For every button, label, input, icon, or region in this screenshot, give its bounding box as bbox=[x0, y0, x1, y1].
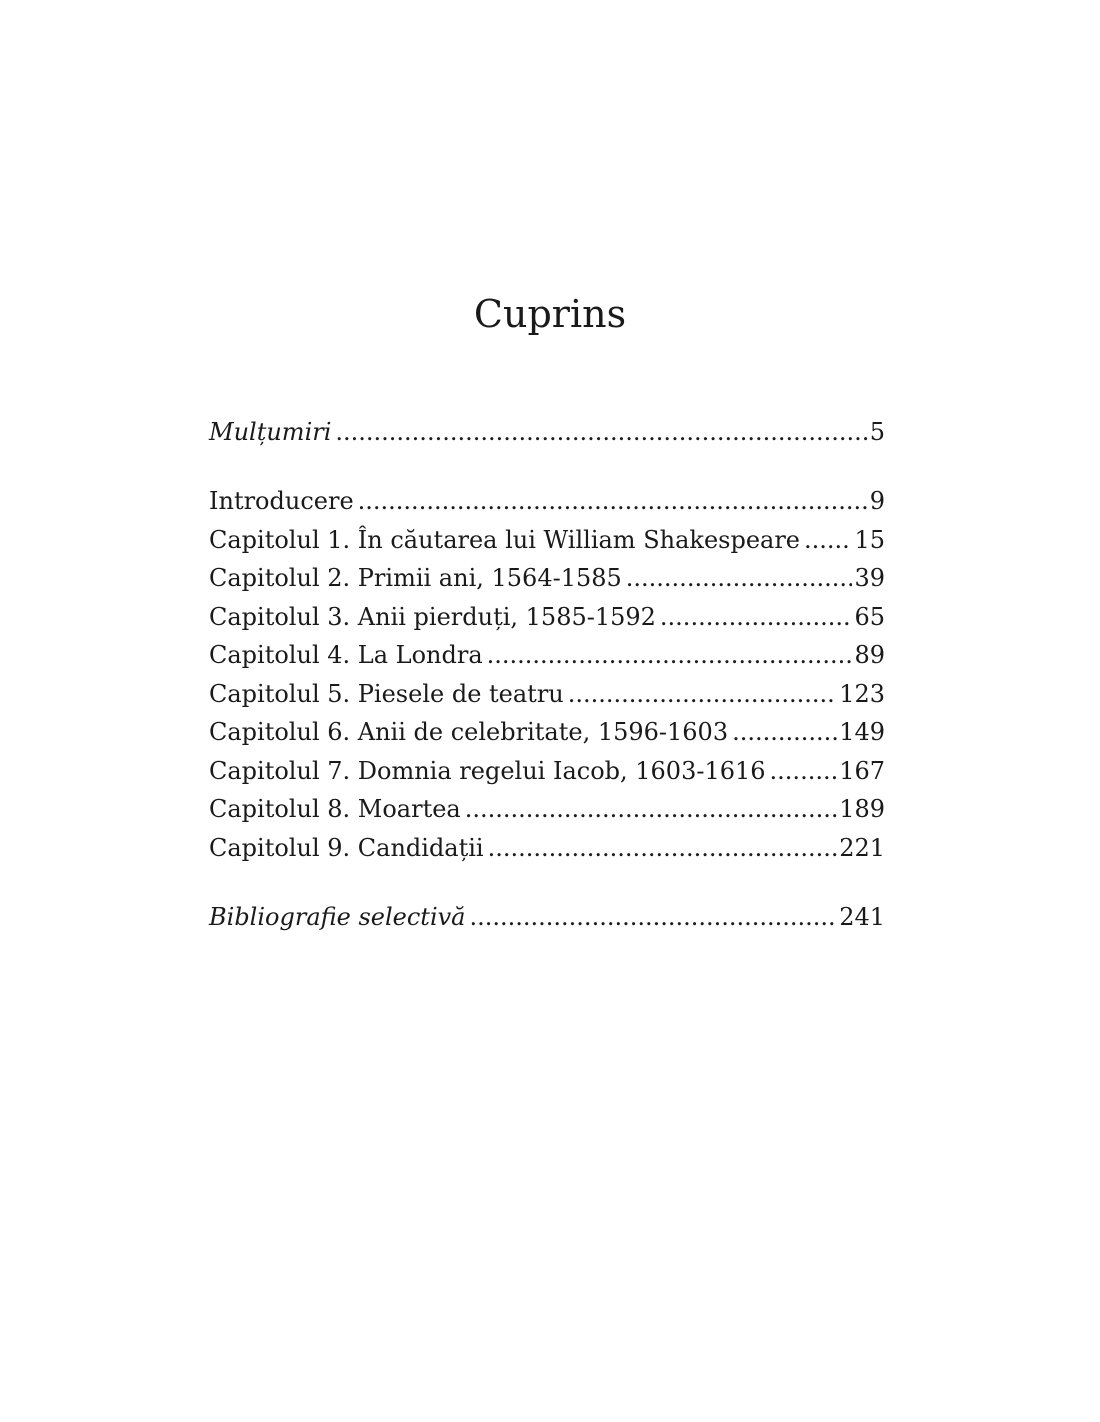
toc-entry-page: 5 bbox=[869, 418, 885, 446]
toc-entry-page: 221 bbox=[839, 834, 885, 862]
toc-entry-page: 241 bbox=[839, 903, 885, 931]
toc-entry-label: Capitolul 4. La Londra bbox=[209, 641, 483, 669]
dot-leader bbox=[465, 791, 837, 827]
page-title: Cuprins bbox=[473, 292, 627, 336]
toc-entry-label: Capitolul 3. Anii pierduți, 1585-1592 bbox=[209, 603, 656, 631]
toc-entry-label: Capitolul 1. În căutarea lui William Shakespeare bbox=[209, 526, 801, 554]
dot-leader bbox=[660, 599, 853, 635]
toc-entry-chapter-8[interactable] bbox=[209, 791, 885, 827]
toc-entry-label: Introducere bbox=[209, 487, 354, 515]
dot-leader bbox=[770, 753, 838, 789]
toc-entry-chapter-1[interactable] bbox=[209, 522, 885, 558]
toc-entry-label: Capitolul 9. Candidații bbox=[209, 834, 484, 862]
toc-entry-page: 89 bbox=[854, 641, 885, 669]
toc-entry-chapter-9[interactable] bbox=[209, 830, 885, 866]
toc-entry-chapter-2[interactable] bbox=[209, 560, 885, 596]
toc-entry-chapter-3[interactable] bbox=[209, 599, 885, 635]
dot-leader bbox=[568, 676, 837, 712]
toc-entry-page: 65 bbox=[854, 603, 885, 631]
dot-leader bbox=[358, 483, 868, 519]
dot-leader bbox=[335, 414, 867, 450]
toc-entry-page: 167 bbox=[839, 757, 885, 785]
dot-leader bbox=[488, 830, 838, 866]
toc-entry-label: Capitolul 2. Primii ani, 1564-1585 bbox=[209, 564, 622, 592]
toc-entry-chapter-7[interactable] bbox=[209, 753, 885, 789]
toc-entry-acknowledgements[interactable] bbox=[209, 414, 885, 450]
toc-entry-page: 123 bbox=[839, 680, 885, 708]
toc-entry-chapter-4[interactable] bbox=[209, 637, 885, 673]
toc-entry-bibliography[interactable] bbox=[209, 899, 885, 935]
dot-leader bbox=[470, 899, 838, 935]
toc-entry-label: Capitolul 8. Moartea bbox=[209, 795, 461, 823]
dot-leader bbox=[487, 637, 853, 673]
toc-entry-introduction[interactable] bbox=[209, 483, 885, 519]
toc-entry-label: Capitolul 6. Anii de celebritate, 1596-1603 bbox=[209, 718, 729, 746]
toc-entry-chapter-5[interactable] bbox=[209, 676, 885, 712]
toc-entry-page: 39 bbox=[854, 564, 885, 592]
toc-entry-page: 189 bbox=[839, 795, 885, 823]
dot-leader bbox=[804, 522, 852, 558]
toc-entry-page: 149 bbox=[839, 718, 885, 746]
toc-entry-label: Capitolul 7. Domnia regelui Iacob, 1603-1616 bbox=[209, 757, 766, 785]
toc-entry-label: Mulțumiri bbox=[209, 418, 332, 446]
toc-entry-chapter-6[interactable] bbox=[209, 714, 885, 750]
toc-entry-label: Capitolul 5. Piesele de teatru bbox=[209, 680, 564, 708]
dot-leader bbox=[732, 714, 837, 750]
dot-leader bbox=[626, 560, 853, 596]
toc-entry-page: 15 bbox=[854, 526, 885, 554]
toc-entry-page: 9 bbox=[869, 487, 885, 515]
toc-entry-label: Bibliografie selectivă bbox=[209, 903, 466, 931]
